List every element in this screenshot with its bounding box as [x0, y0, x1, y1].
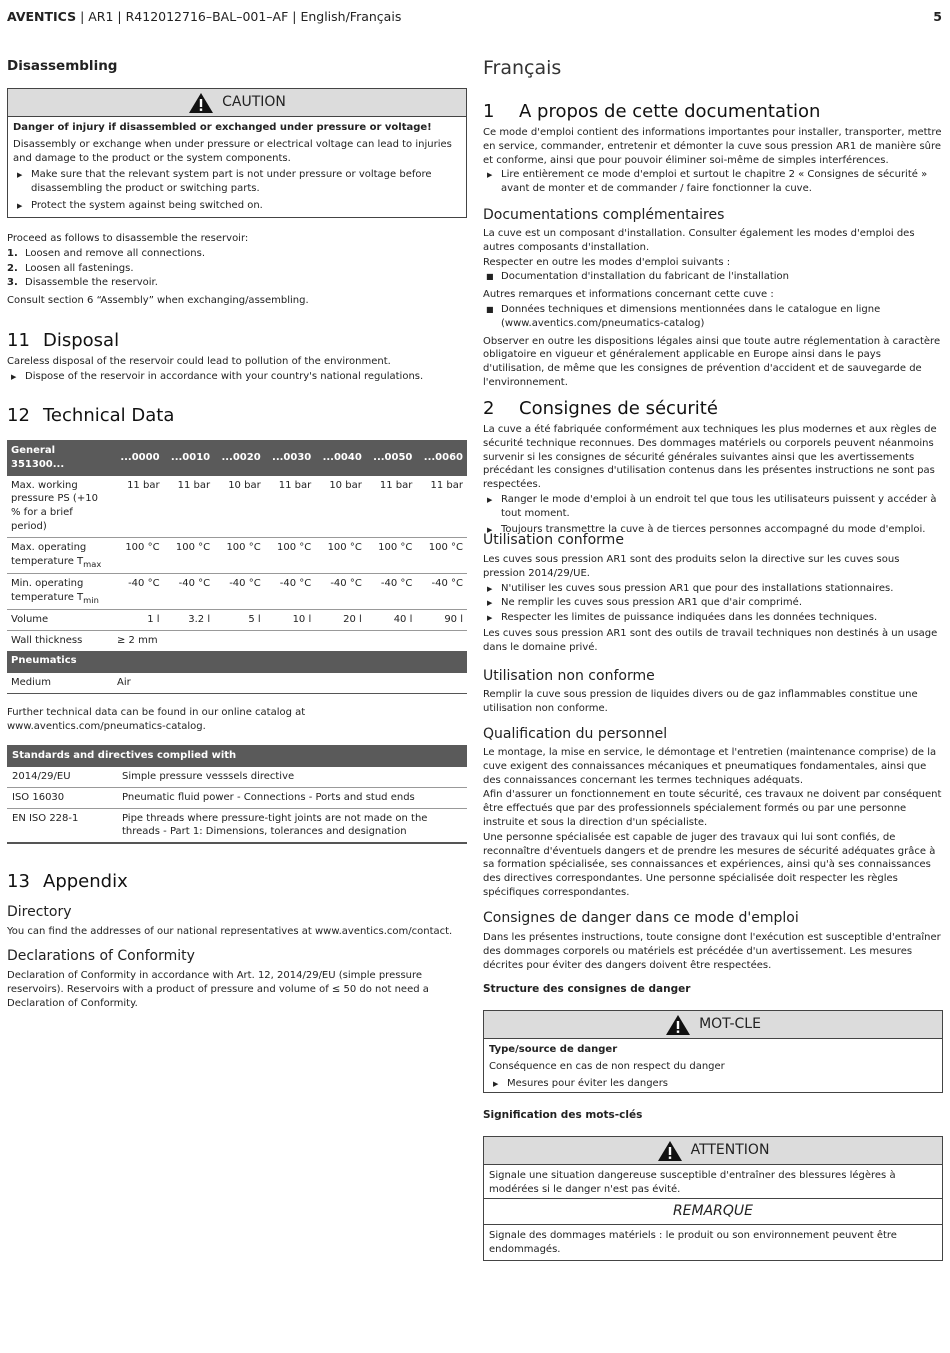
docs-title: Documentations complémentaires	[483, 207, 725, 223]
qualif-text-1: Le montage, la mise en service, le démontage et l'entretien (maintenance comprise) de la cuve exigent des connaissances mécaniques et pneumatiques fondamentales, ainsi que des connaissances concernant les termes techniques adéquats.	[483, 747, 937, 786]
caution-measure-1: ▶ Make sure that the relevant system part is not under pressure or voltage before disassembling the product or switching parts.	[13, 168, 461, 196]
table-row	[7, 767, 467, 787]
table-cell: 100 °C	[164, 537, 215, 573]
docs-item-2: ■ Données techniques et dimensions mentionnées dans le catalogue en ligne (www.aventics.com/pneumatics-catalog)	[483, 303, 943, 331]
conforme-bullet-3: ▶ Respecter les limites de puissance indiquées dans les données techniques.	[483, 611, 943, 625]
structure-title: Structure des consignes de danger	[483, 983, 691, 995]
section-number: 2	[483, 398, 495, 419]
remarque-word: REMARQUE	[672, 1202, 754, 1219]
table-cell: -40 °C	[164, 574, 215, 610]
motcle-body	[484, 1039, 942, 1094]
section-number: 11	[7, 330, 30, 351]
techdata-heading	[7, 404, 174, 429]
conforme-title: Utilisation conforme	[483, 532, 624, 548]
warning-triangle-icon	[188, 92, 214, 114]
column-header: ...0010	[164, 440, 215, 476]
table-row	[7, 476, 467, 538]
caution-headline: Danger of injury if disassembled or exchanged under pressure or voltage!	[13, 122, 432, 133]
section-1-heading	[483, 100, 820, 125]
section-title: Technical Data	[43, 405, 175, 426]
remarque-header	[484, 1199, 942, 1225]
warning-triangle-icon	[657, 1140, 683, 1162]
brand-name: AVENTICS	[7, 9, 77, 24]
motcle-consequence: Conséquence en cas de non respect du danger	[489, 1060, 725, 1072]
appendix-heading	[7, 870, 128, 895]
further-data-text: Further technical data can be found in our online catalog at www.aventics.com/pneumatics-catalog.	[7, 707, 306, 732]
conforme-bullet-2: ▶ Ne remplir les cuves sous pression AR1 que d'air comprimé.	[483, 596, 943, 610]
disassembling-title: Disassembling	[7, 58, 118, 74]
table-cell: 11 bar	[265, 476, 316, 538]
table-cell: 100 °C	[265, 537, 316, 573]
table-header-row	[7, 745, 467, 767]
table-cell: 100 °C	[113, 537, 164, 573]
conforme-text-2: Les cuves sous pression AR1 sont des outils de travail techniques non destinés à un usage dans le domaine privé.	[483, 627, 938, 653]
disposal-heading	[7, 329, 119, 354]
column-header: Standards and directives complied with	[7, 745, 467, 767]
attention-text: Signale une situation dangereuse susceptible d'entraîner des blessures légères à modérées si le danger n'est pas évité.	[489, 1170, 896, 1195]
caution-measure-2: ▶ Protect the system against being switched on.	[13, 199, 461, 213]
directory-text: You can find the addresses of our national representatives at www.aventics.com/contact.	[7, 926, 453, 937]
table-cell: 11 bar	[113, 476, 164, 538]
caution-header	[8, 89, 466, 117]
table-cell: 100 °C	[416, 537, 467, 573]
section-1-text: Ce mode d'emploi contient des informations importantes pour installer, transporter, mettre en service, commander, entretenir et démonter la cuve sous pression AR1 de manière sûre et conforme, ainsi que pour pouvoir éliminer soi-même de simples interférences.	[483, 127, 942, 166]
qualif-title: Qualification du personnel	[483, 726, 668, 742]
section-2-body	[483, 423, 943, 536]
table-cell: -40 °C	[416, 574, 467, 610]
section-1-body	[483, 126, 943, 196]
table-cell: 11 bar	[366, 476, 417, 538]
row-label	[7, 574, 113, 610]
page-header	[7, 8, 942, 26]
standard-description: Simple pressure vesssels directive	[117, 767, 467, 787]
table-row	[7, 574, 467, 610]
standard-code: EN ISO 228-1	[7, 808, 117, 843]
table-cell: 10 l	[265, 610, 316, 631]
table-cell: -40 °C	[113, 574, 164, 610]
step-number: 3.	[7, 277, 18, 289]
qualif-text-3: Une personne spécialisée est capable de juger des travaux qui lui sont confiés, de reconnaître d'éventuels dangers et de prendre les mesures de sécurité adéquates grâce à sa formation spécialisée, ses connaissances et expériences, ainsi qu'à ses connaissances des directives correspondantes. Une personne spécialisée doit respecter les règles spécifiques correspondantes.	[483, 831, 936, 898]
technical-data-table	[7, 440, 467, 694]
warning-triangle-icon	[665, 1014, 691, 1036]
section-2-bullet-2: ▶ Toujours transmettre la cuve à de tierces personnes accompagné du mode d'emploi.	[483, 523, 943, 537]
table-cell: 11 bar	[164, 476, 215, 538]
docs-body	[483, 227, 943, 390]
procedure-step-2	[7, 262, 467, 276]
procedure-intro: Proceed as follows to disassemble the reservoir:	[7, 233, 249, 244]
docs-text-1: La cuve est un composant d'installation. Consulter également les modes d'emploi des autres composants d'installation.	[483, 228, 915, 253]
section-number: 1	[483, 101, 495, 122]
standard-description: Pneumatic fluid power - Connections - Ports and stud ends	[117, 787, 467, 808]
section-2-bullet-1: ▶ Ranger le mode d'emploi à un endroit tel que tous les utilisateurs puissent y accéder à tout moment.	[483, 493, 943, 521]
table-cell: 100 °C	[315, 537, 366, 573]
table-cell: 11 bar	[416, 476, 467, 538]
section-1-bullet: ▶ Lire entièrement ce mode d'emploi et surtout le chapitre 2 « Consignes de sécurité » avant de monter et de commander / faire fonctionner la cuve.	[483, 168, 943, 196]
qualif-body	[483, 746, 943, 900]
attention-body	[484, 1165, 942, 1199]
table-cell: 3.2 l	[164, 610, 215, 631]
table-row	[7, 808, 467, 843]
attention-word: ATTENTION	[690, 1141, 770, 1158]
step-text: Disassemble the reservoir.	[25, 277, 158, 289]
disposal-bullet: ▶ Dispose of the reservoir in accordance with your country's national regulations.	[7, 370, 467, 384]
disposal-body	[7, 355, 467, 384]
docs-text-4: Observer en outre les dispositions légales ainsi que toute autre réglementation à caractère obligatoire en vigueur et généralement applicable en Europe ainsi dans le pays d'utilisation, de même que les consignes de prévention d'accident et de sauvegarde de l'environnement.	[483, 335, 941, 388]
caution-body	[8, 117, 466, 217]
table-cell: 20 l	[315, 610, 366, 631]
column-header: General 351300...	[7, 440, 113, 476]
row-label	[7, 537, 113, 573]
disposal-text: Careless disposal of the reservoir could lead to pollution of the environment.	[7, 356, 391, 367]
table-cell: Air	[113, 673, 467, 693]
table-cell: -40 °C	[265, 574, 316, 610]
column-header: ...0050	[366, 440, 417, 476]
standards-table	[7, 745, 467, 844]
table-cell: 40 l	[366, 610, 417, 631]
caution-box	[7, 88, 467, 218]
table-header-row	[7, 440, 467, 476]
table-section-row	[7, 651, 467, 673]
table-cell: 5 l	[214, 610, 265, 631]
column-header: ...0000	[113, 440, 164, 476]
label-subscript: min	[83, 594, 99, 605]
table-cell: 10 bar	[214, 476, 265, 538]
row-label: Wall thickness	[11, 635, 83, 647]
nonconforme-title: Utilisation non conforme	[483, 668, 655, 684]
row-label: Volume	[7, 610, 113, 631]
table-cell: 100 °C	[214, 537, 265, 573]
language-title: Français	[483, 57, 562, 79]
page-number: 5	[933, 9, 942, 24]
section-title: Disposal	[43, 330, 120, 351]
label-text: Max. operating temperature T	[11, 541, 87, 567]
directory-title: Directory	[7, 904, 72, 920]
section-label: Pneumatics	[7, 651, 467, 673]
table-cell: 10 bar	[315, 476, 366, 538]
column-header: ...0060	[416, 440, 467, 476]
table-cell: 90 l	[416, 610, 467, 631]
table-row	[7, 631, 467, 651]
column-header: ...0040	[315, 440, 366, 476]
step-number: 1.	[7, 247, 18, 259]
section-title: A propos de cette documentation	[519, 101, 821, 122]
danger-title: Consignes de danger dans ce mode d'emploi	[483, 910, 799, 926]
label-subscript: max	[83, 558, 102, 569]
step-text: Loosen and remove all connections.	[25, 247, 206, 259]
docs-item-1: ■ Documentation d'installation du fabricant de l'installation	[483, 270, 943, 284]
attention-header	[484, 1137, 942, 1165]
motcle-word: MOT-CLE	[699, 1015, 761, 1032]
qualif-text-2: Afin d'assurer un fonctionnement en toute sécurité, ces travaux ne doivent par conséquent être effectués que par des professionnels spécialement formés ou par une personne instruite et sous la direction d'un spécialiste.	[483, 789, 942, 828]
table-row	[7, 673, 467, 693]
table-cell: 100 °C	[366, 537, 417, 573]
standard-code: ISO 16030	[7, 787, 117, 808]
motcle-header	[484, 1011, 942, 1039]
signal-words-box	[483, 1136, 943, 1261]
docs-text-2: Respecter en outre les modes d'emploi suivants :	[483, 256, 731, 268]
standard-description: Pipe threads where pressure-tight joints are not made on the threads - Part 1: Dimensions, tolerances and designation	[117, 808, 467, 843]
nonconforme-text: Remplir la cuve sous pression de liquides divers ou de gaz inflammables constitue une utilisation non conforme.	[483, 689, 918, 714]
row-label: Medium	[7, 673, 113, 693]
section-number: 13	[7, 871, 30, 892]
conforme-body	[483, 553, 943, 655]
signification-title: Signification des mots-clés	[483, 1109, 643, 1121]
label-text: Min. operating temperature T	[11, 578, 84, 603]
remarque-text: Signale des dommages matériels : le produit ou son environnement peuvent être endommagés.	[489, 1230, 897, 1255]
step-text: Loosen all fastenings.	[25, 262, 134, 274]
header-doc-info	[7, 8, 401, 26]
motcle-box	[483, 1010, 943, 1093]
standard-code: 2014/29/EU	[7, 767, 117, 787]
table-cell: ≥ 2 mm	[117, 635, 158, 647]
doc-reference: | AR1 | R412012716–BAL–001–AF | English/Français	[76, 9, 402, 24]
table-row	[7, 610, 467, 631]
column-header: ...0020	[214, 440, 265, 476]
danger-text: Dans les présentes instructions, toute consigne dont l'exécution est susceptible d'entraîner des dommages corporels ou matériels est précédée d'un avertissement. Les mesures décrites pour éviter des dangers doivent être respectées.	[483, 932, 941, 971]
motcle-measure: ▶ Mesures pour éviter les dangers	[489, 1077, 937, 1091]
table-row	[7, 537, 467, 573]
table-cell: 1 l	[113, 610, 164, 631]
section-2-heading	[483, 397, 718, 422]
section-2-text: La cuve a été fabriquée conformément aux techniques les plus modernes et aux règles de sécurité technique reconnues. Des dommages matériels ou corporels peuvent néanmoins survenir si les consignes de sécurité générales suivantes ainsi que les avertissements précédant les consignes d'utilisation contenus dans les présentes instructions ne sont pas respectées.	[483, 424, 937, 491]
column-header: ...0030	[265, 440, 316, 476]
conforme-text: Les cuves sous pression AR1 sont des produits selon la directive sur les cuves sous pression 2014/29/UE.	[483, 554, 900, 579]
section-number: 12	[7, 405, 30, 426]
caution-consequence: Disassembly or exchange when under pressure or electrical voltage can lead to injuries and damage to the product or the system components.	[13, 138, 452, 164]
conforme-bullet-1: ▶ N'utiliser les cuves sous pression AR1 que pour des installations stationnaires.	[483, 582, 943, 596]
remarque-body	[484, 1225, 942, 1261]
procedure-step-3	[7, 276, 467, 290]
row-label: Max. working pressure PS (+10 % for a brief period)	[7, 476, 113, 538]
table-cell: -40 °C	[214, 574, 265, 610]
section-title: Consignes de sécurité	[519, 398, 718, 419]
declarations-title: Declarations of Conformity	[7, 948, 195, 964]
section-title: Appendix	[43, 871, 128, 892]
procedure-step-1	[7, 247, 467, 261]
disassembly-procedure	[7, 232, 467, 308]
caution-word: CAUTION	[222, 93, 286, 110]
table-cell: -40 °C	[315, 574, 366, 610]
declarations-text: Declaration of Conformity in accordance with Art. 12, 2014/29/EU (simple pressure reservoirs). Reservoirs with a product of pressure and volume of ≤ 50 do not need a Declaration of Conformity.	[7, 970, 429, 1009]
table-cell: -40 °C	[366, 574, 417, 610]
table-row	[7, 787, 467, 808]
docs-text-3: Autres remarques et informations concernant cette cuve :	[483, 289, 774, 301]
motcle-type: Type/source de danger	[489, 1044, 618, 1055]
consult-note: Consult section 6 “Assembly” when exchanging/assembling.	[7, 295, 309, 307]
step-number: 2.	[7, 262, 18, 274]
